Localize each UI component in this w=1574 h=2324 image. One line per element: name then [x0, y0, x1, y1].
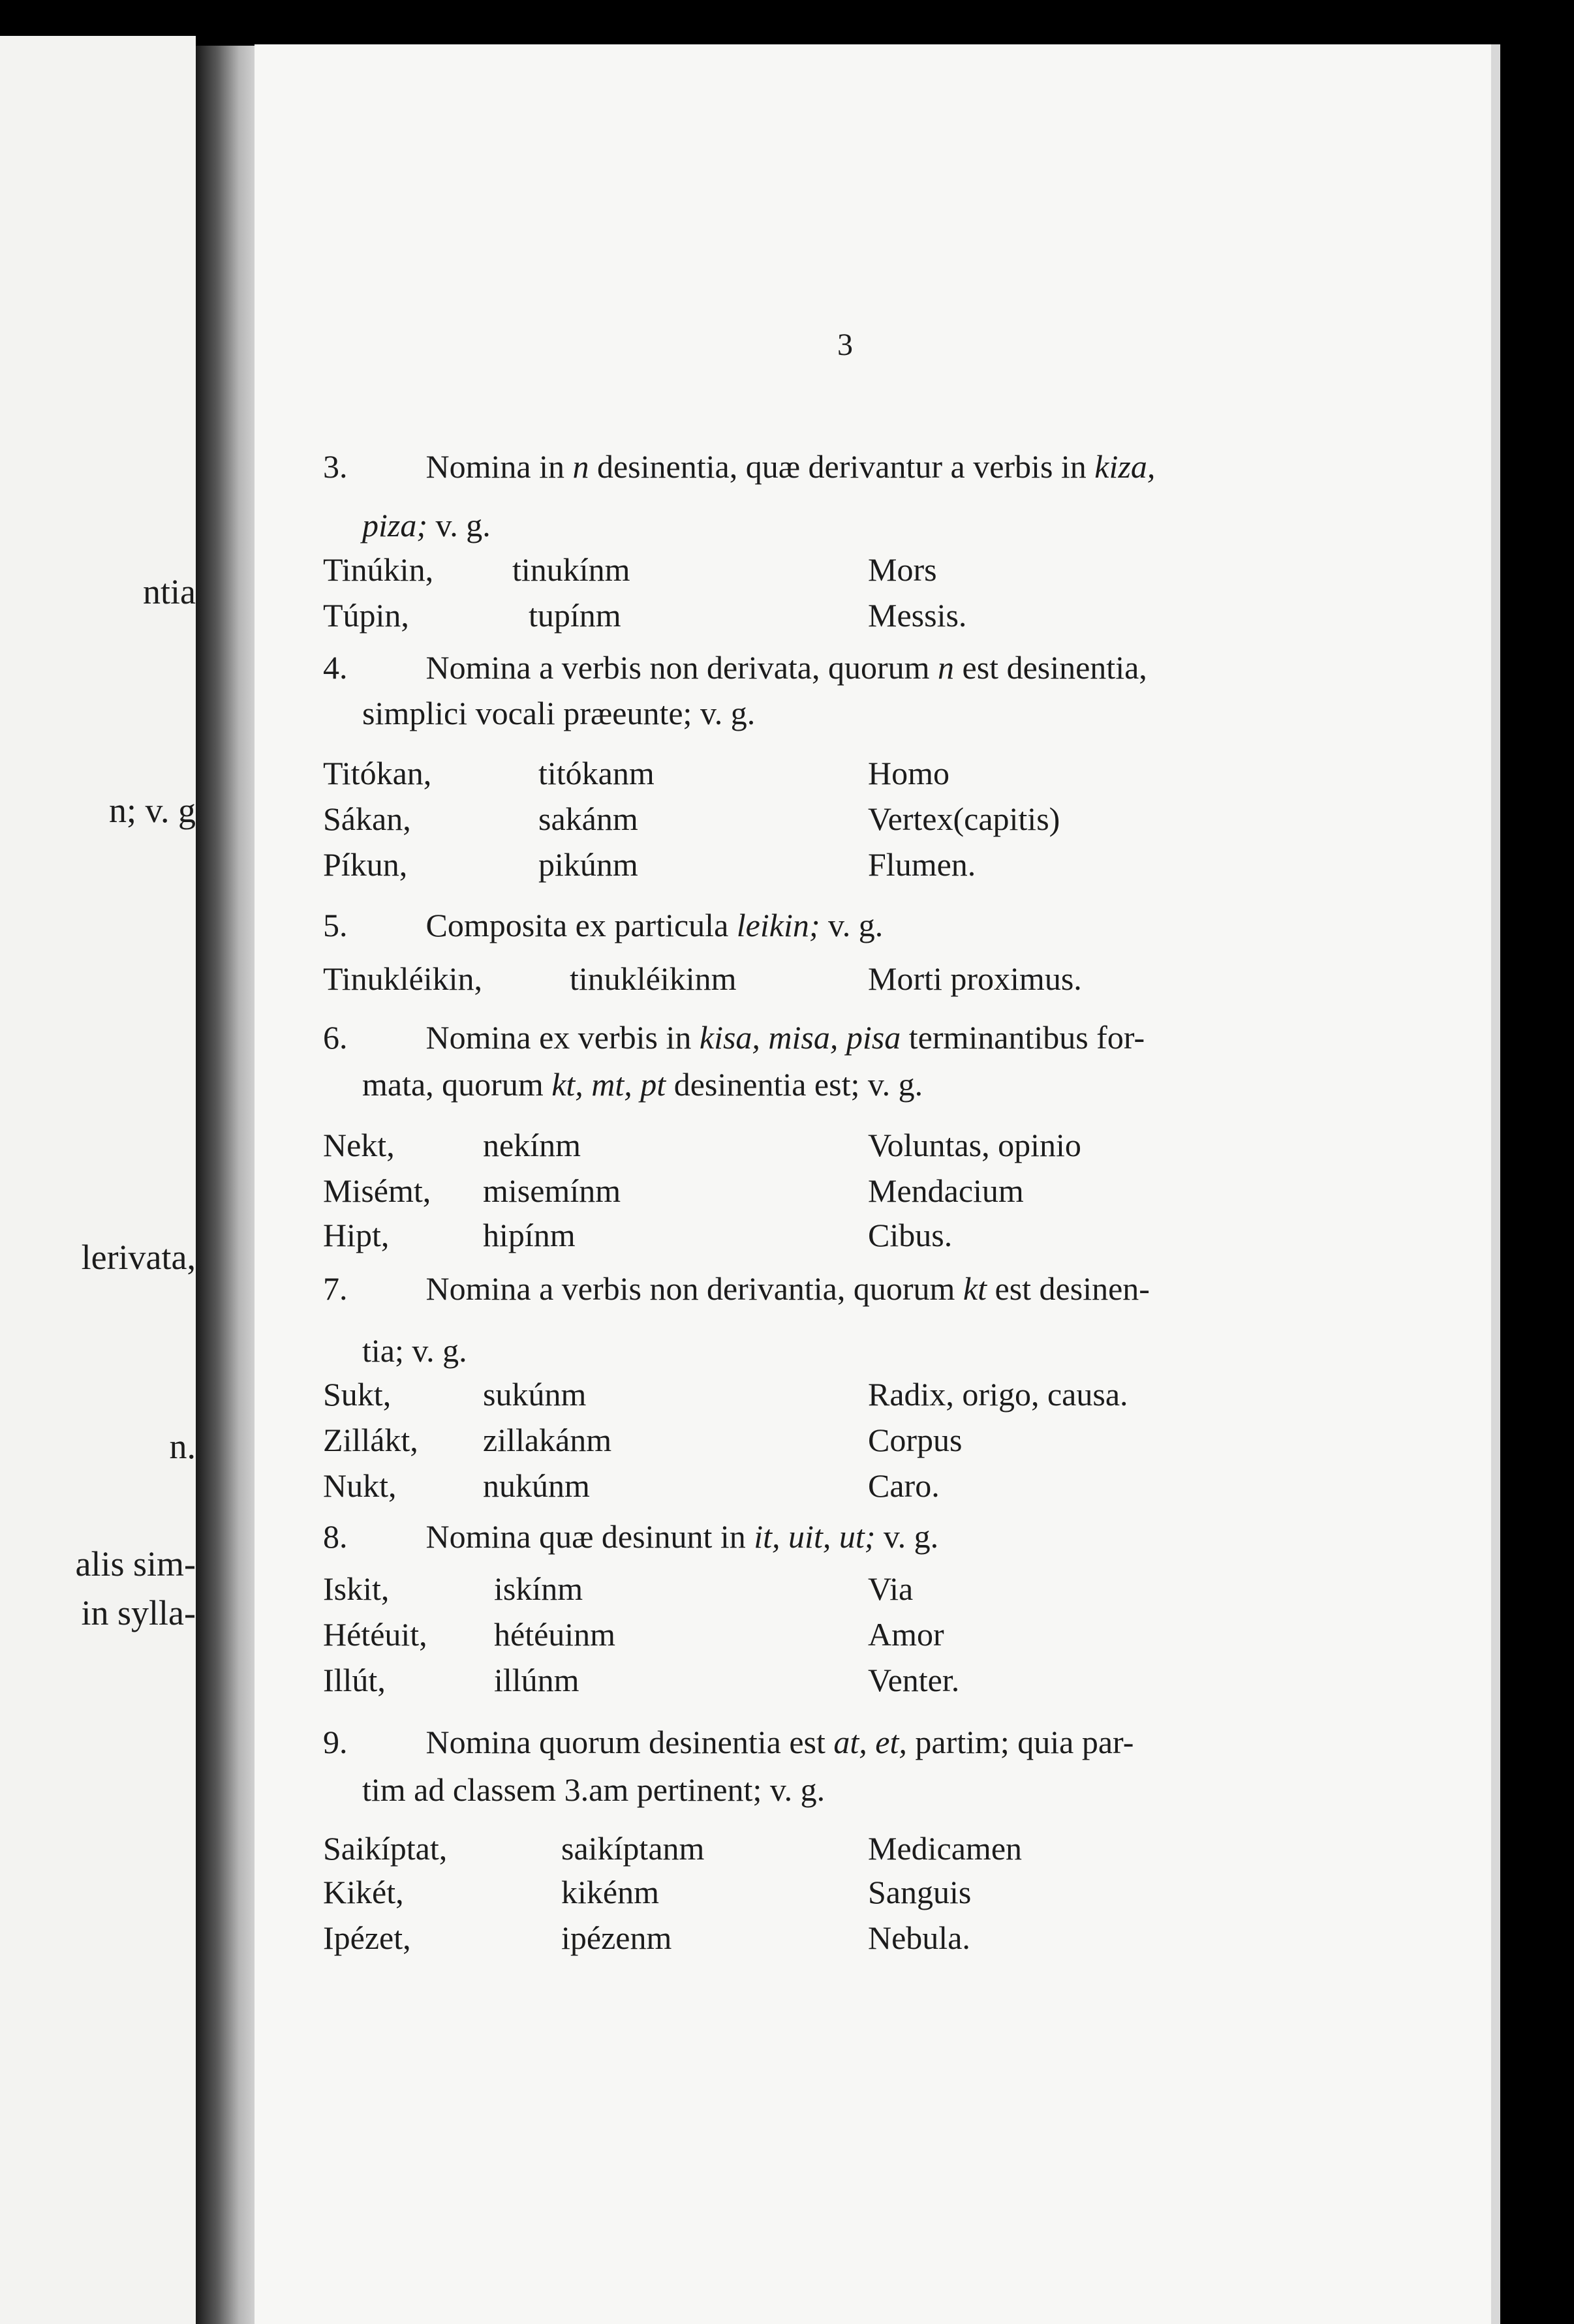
- section-heading: 4. Nomina a verbis non derivata, quorum n est desinentia,: [323, 649, 1147, 686]
- word-meaning: Via: [868, 1570, 914, 1607]
- section-continuation: piza; v. g.: [362, 507, 491, 543]
- word-latin-row: Hipt,: [323, 1217, 390, 1253]
- word-meaning: Sanguis: [868, 1874, 972, 1910]
- section-number: 5.: [323, 907, 348, 943]
- word-meaning: Cibus.: [868, 1217, 953, 1253]
- word-latin-row: Iskit,: [323, 1570, 390, 1607]
- section-continuation: mata, quorum kt, mt, pt desinentia est; v. g.: [362, 1066, 923, 1103]
- left-page-text: in sylla-: [81, 1593, 196, 1632]
- word-meaning: Mendacium: [868, 1172, 1024, 1209]
- word-meaning: Messis.: [868, 597, 967, 634]
- word-form: sakánm: [538, 801, 638, 837]
- section-continuation: simplici vocali præeunte; v. g.: [362, 695, 756, 731]
- word-form: tinukléikinm: [570, 960, 737, 997]
- left-page-text: lerivata,: [81, 1238, 196, 1277]
- word-latin-row: Ipézet,: [323, 1919, 411, 1956]
- word-form: sukúnm: [483, 1376, 587, 1413]
- word-form: nekínm: [483, 1127, 581, 1163]
- section-heading: 3. Nomina in n desinentia, quæ derivantur a verbis in kiza,: [323, 448, 1156, 485]
- section-heading: 9. Nomina quorum desinentia est at, et, partim; quia par-: [323, 1724, 1134, 1760]
- word-latin-row: Zillákt,: [323, 1422, 418, 1458]
- word-latin-row: Nekt,: [323, 1127, 395, 1163]
- left-page-text: ntia: [143, 572, 196, 611]
- word-latin-row: Sákan,: [323, 801, 411, 837]
- left-page-text: n; v. g: [109, 791, 196, 830]
- word-latin-row: Saikíptat,: [323, 1830, 448, 1867]
- word-form: hétéuinm: [494, 1616, 616, 1653]
- section-continuation: tim ad classem 3.am pertinent; v. g.: [362, 1771, 826, 1808]
- word-meaning: Homo: [868, 755, 949, 791]
- word-form: ipézenm: [561, 1919, 672, 1956]
- left-page-text: n.: [169, 1427, 196, 1466]
- word-meaning: Morti proximus.: [868, 960, 1082, 997]
- section-number: 9.: [323, 1724, 348, 1760]
- page-edge: [1491, 44, 1500, 2324]
- word-latin-row: Misémt,: [323, 1172, 431, 1209]
- word-meaning: Corpus: [868, 1422, 963, 1458]
- page-number: 3: [837, 328, 853, 362]
- word-latin-row: Píkun,: [323, 846, 408, 883]
- section-heading: 7. Nomina a verbis non derivantia, quorum kt est desinen-: [323, 1270, 1150, 1307]
- word-meaning: Flumen.: [868, 846, 976, 883]
- left-page-fragment: [0, 36, 196, 2324]
- word-form: illúnm: [494, 1662, 579, 1698]
- section-number: 4.: [323, 649, 348, 686]
- section-heading: 8. Nomina quæ desinunt in it, uit, ut; v. g.: [323, 1518, 939, 1555]
- section-number: 7.: [323, 1270, 348, 1307]
- word-latin-row: Titókan,: [323, 755, 432, 791]
- word-form: nukúnm: [483, 1467, 590, 1504]
- word-form: iskínm: [494, 1570, 583, 1607]
- word-latin-row: Illút,: [323, 1662, 386, 1698]
- word-meaning: Medicamen: [868, 1830, 1023, 1867]
- word-form: misemínm: [483, 1172, 621, 1209]
- word-form: zillakánm: [483, 1422, 612, 1458]
- section-number: 8.: [323, 1518, 348, 1555]
- word-form: kikénm: [561, 1874, 659, 1910]
- word-meaning: Amor: [868, 1616, 944, 1653]
- word-form: pikúnm: [538, 846, 638, 883]
- word-meaning: Radix, origo, causa.: [868, 1376, 1128, 1413]
- word-form: hipínm: [483, 1217, 576, 1253]
- section-number: 6.: [323, 1019, 348, 1056]
- word-meaning: Mors: [868, 551, 937, 588]
- left-page-text: alis sim-: [75, 1544, 196, 1583]
- word-latin-row: Tinukléikin,: [323, 960, 483, 997]
- word-latin-row: Nukt,: [323, 1467, 397, 1504]
- section-heading: 6. Nomina ex verbis in kisa, misa, pisa terminantibus for-: [323, 1019, 1145, 1056]
- word-latin-row: Kikét,: [323, 1874, 404, 1910]
- word-latin-row: Tinúkin,: [323, 551, 434, 588]
- word-latin-row: Túpin,: [323, 597, 409, 634]
- section-number: 3.: [323, 448, 348, 485]
- word-meaning: Vertex(capitis): [868, 801, 1060, 837]
- word-latin-row: Sukt,: [323, 1376, 392, 1413]
- word-form: titókanm: [538, 755, 655, 791]
- word-form: tinukínm: [512, 551, 630, 588]
- word-form: tupínm: [529, 597, 621, 634]
- section-continuation: tia; v. g.: [362, 1332, 467, 1369]
- word-meaning: Voluntas, opinio: [868, 1127, 1081, 1163]
- word-meaning: Caro.: [868, 1467, 940, 1504]
- word-meaning: Venter.: [868, 1662, 960, 1698]
- word-meaning: Nebula.: [868, 1919, 970, 1956]
- word-latin-row: Hétéuit,: [323, 1616, 427, 1653]
- word-form: saikíptanm: [561, 1830, 705, 1867]
- section-heading: 5. Composita ex particula leikin; v. g.: [323, 907, 884, 943]
